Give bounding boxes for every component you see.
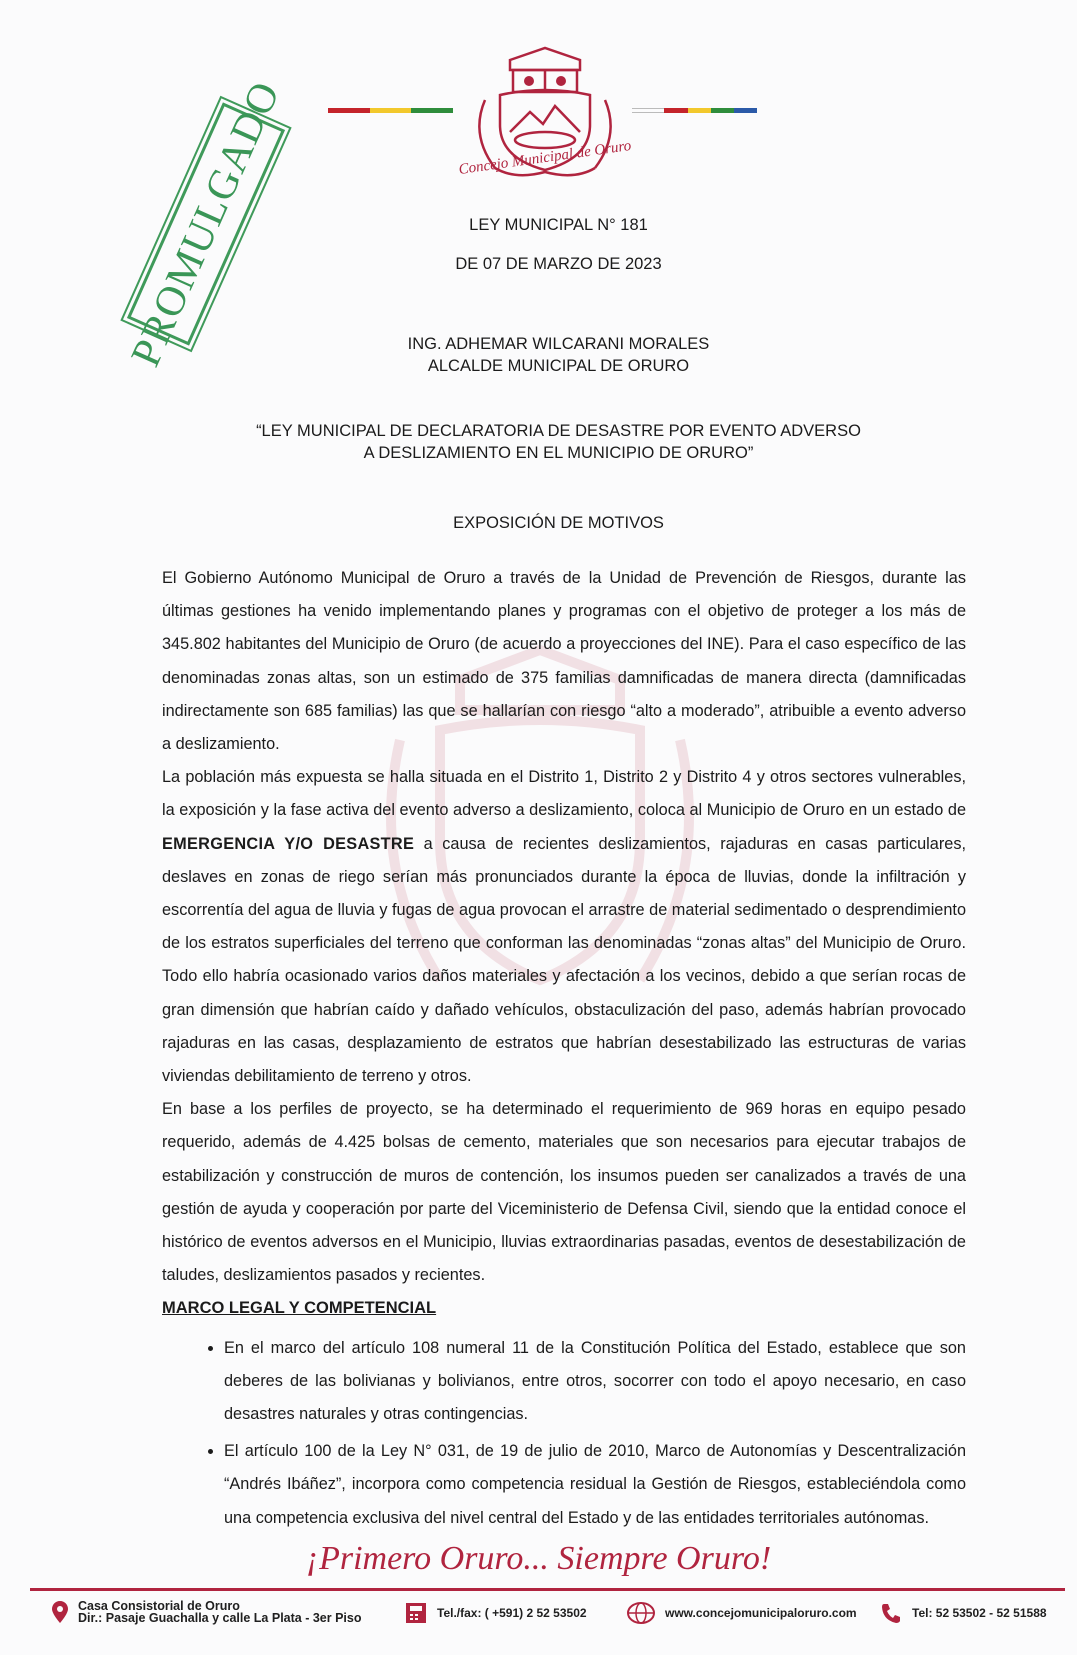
paragraph-3: En base a los perfiles de proyecto, se ha determinado el requerimiento de 969 horas en equipo pesado requerido, además de 4.425 bolsas de cemento, materiales que son necesarios para ejecutar trabajos de estabilización y construcción de muros de contención, los insumos pueden ser canalizados a través de una gestión de ayuda y cooperación por parte del Viceministerio de Defensa Civil, siendo que la entidad conoce el histórico de eventos adversos en el Municipio, lluvias extraordinarias pasadas, eventos de desestabilización de taludes, deslizamientos pasados y recientes. [162,1100,966,1285]
footer [0,1596,1077,1646]
paragraph-2-start: La población más expuesta se halla situada en el Distrito 1, Distrito 2 y Distrito 4 y otros sectores vulnerables, la exposición y la fase activa del evento adverso a deslizamiento, coloca al Municipio de Oruro en un estado de [162,768,966,820]
law-title-line-1: “LEY MUNICIPAL DE DECLARATORIA DE DESASTRE POR EVENTO ADVERSO [256,422,861,440]
promulgated-stamp: PROMULGADO [122,74,290,374]
section-heading-exposicion: EXPOSICIÓN DE MOTIVOS [453,514,664,532]
document-body [162,562,966,1539]
footer-divider [30,1588,1065,1591]
fax-icon [405,1602,427,1624]
website-link[interactable]: www.concejomunicipaloruro.com [665,1606,857,1620]
location-pin-icon [52,1601,68,1623]
law-title-line-2: A DESLIZAMIENTO EN EL MUNICIPIO DE ORURO” [363,444,754,462]
law-number: LEY MUNICIPAL N° 181 [469,216,648,234]
footer-address [52,1600,361,1624]
author-title: ALCALDE MUNICIPAL DE ORURO [427,357,690,375]
footer-website [627,1602,857,1624]
footer-phones [880,1602,1047,1624]
list-item: • El artículo 100 de la Ley N° 031, de 19 de julio de 2010, Marco de Autonomías y Descentralización “Andrés Ibáñez”, incorpora como competencia residual la Gestión de Riesgos, estableciéndola como una competencia exclusiva del nivel central del Estado y de las entidades territoriales autónomas. [224,1435,966,1535]
address-line-2: Dir.: Pasaje Guachalla y calle La Plata - 3er Piso [78,1611,362,1625]
list-item: • En el marco del artículo 108 numeral 11 de la Constitución Política del Estado, establece que son deberes de las bolivianas y bolivianos, entre otros, socorrer con todo el apoyo necesario, en caso desastres naturales y otras contingencias. [224,1332,966,1432]
flag-stripe-right [632,108,757,113]
telfax-text: Tel./fax: ( +591) 2 52 53502 [437,1606,587,1620]
paragraph-1: El Gobierno Autónomo Municipal de Oruro a través de la Unidad de Prevención de Riesgos, durante las últimas gestiones ha venido implementando planes y programas con el objetivo de proteger a los más de 345.802 habitantes del Municipio de Oruro (de acuerdo a proyecciones del INE). Para el caso específico de las denominadas zonas altas, son un estimado de 375 familias damnificadas de manera directa (damnificadas indirectamente son 685 familias) las que se hallarían con riesgo “alto a moderado”, atribuible a evento adverso a deslizamiento. [162,569,966,754]
footer-motto: ¡Primero Oruro... Siempre Oruro! [305,1540,772,1577]
globe-icon [627,1602,655,1624]
author-name: ING. ADHEMAR WILCARANI MORALES [407,335,710,353]
law-date: DE 07 DE MARZO DE 2023 [455,255,662,273]
council-seal-icon [455,40,635,215]
legal-bullet-list [162,1332,966,1535]
law-title [20,420,1077,464]
section-heading-marco-legal: MARCO LEGAL Y COMPETENCIAL [162,1299,437,1318]
paragraph-2 [162,761,966,1093]
paragraph-2-end: a causa de recientes deslizamientos, rajaduras en casas particulares, deslaves en zonas de riego serían más pronunciados durante la época de lluvias, donde la infiltración y escorrentía del agua de lluvia y fugas de agua provocan el arrastre de material sedimentado o desprendimiento de los estratos superficiales del terreno que conforman las denominadas “zonas altas” del Municipio de Oruro. Todo ello habría ocasionado varios daños materiales y afectación a los vecinos, debido a que serían rocas de gran dimensión que habrían caído y dañado vehículos, obstaculización del paso, además habrían provocado rajaduras en las casas, desplazamiento de estratos que habrían desestabilizado las estructuras de varias viviendas debilitamiento de terreno y otros. [162,834,966,1086]
footer-telfax [405,1602,587,1624]
address-line-1: Casa Consistorial de Oruro [78,1599,240,1613]
author-block [20,333,1077,377]
flag-stripe-left [328,108,453,113]
phones-text: Tel: 52 53502 - 52 51588 [912,1606,1047,1620]
seal-caption: Concejo Municipal de Oruro [457,137,633,179]
phone-icon [880,1602,902,1624]
emergency-emphasis: EMERGENCIA Y/O DESASTRE [162,834,415,853]
